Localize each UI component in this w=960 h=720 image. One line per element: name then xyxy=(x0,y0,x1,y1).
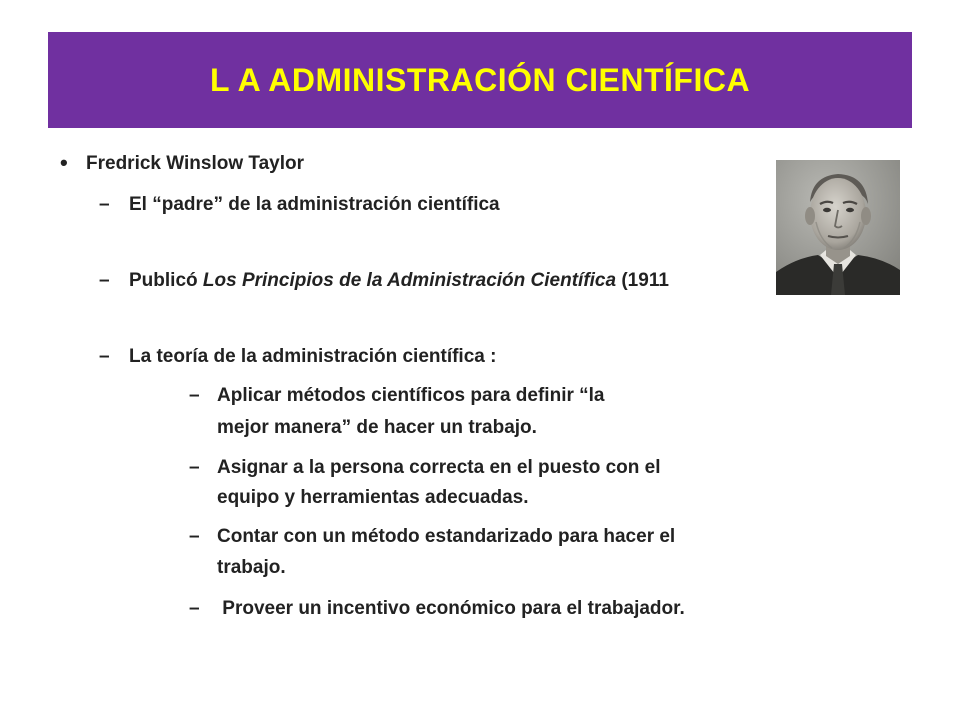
item-contar-line1: Contar con un método estandarizado para hacer el xyxy=(217,526,676,547)
publico-suffix: (1911 xyxy=(616,270,669,291)
dash-marker: – xyxy=(189,526,200,547)
dash-marker: – xyxy=(99,194,110,215)
sub-teoria: La teoría de la administración científica : xyxy=(129,346,497,367)
portrait-illustration xyxy=(776,160,900,295)
dash-marker: – xyxy=(189,385,200,406)
item-asignar-line1: Asignar a la persona correcta en el puesto con el xyxy=(217,457,661,478)
item-contar-line2: trabajo. xyxy=(217,557,286,578)
dash-marker: – xyxy=(189,598,200,619)
dash-marker: – xyxy=(189,457,200,478)
sub-padre: El “padre” de la administración científica xyxy=(129,194,500,215)
item-aplicar-line1: Aplicar métodos científicos para definir “la xyxy=(217,385,605,406)
dash-marker: – xyxy=(99,270,110,291)
slide-title: L A ADMINISTRACIÓN CIENTÍFICA xyxy=(209,61,751,98)
bullet-marker: • xyxy=(60,150,68,175)
item-proveer: Proveer un incentivo económico para el trabajador. xyxy=(217,598,685,619)
item-aplicar-line2: mejor manera” de hacer un trabajo. xyxy=(217,417,537,438)
portrait-photo xyxy=(776,160,900,295)
sub-publico xyxy=(129,270,669,292)
item-asignar-line2: equipo y herramientas adecuadas. xyxy=(217,487,529,508)
bullet-taylor: Fredrick Winslow Taylor xyxy=(86,153,305,174)
dash-marker: – xyxy=(99,346,110,367)
publico-prefix: Publicó xyxy=(129,270,203,291)
publico-book-title: Los Principios de la Administración Científica xyxy=(202,270,617,291)
